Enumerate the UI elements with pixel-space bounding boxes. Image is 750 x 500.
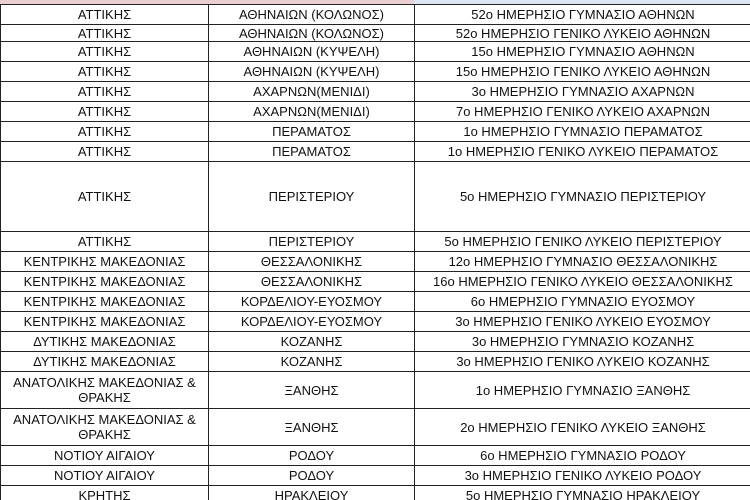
municipality-cell[interactable]: ΠΕΡΑΜΑΤΟΣ [209, 142, 415, 162]
region-cell[interactable]: ΝΟΤΙΟΥ ΑΙΓΑΙΟΥ [1, 446, 209, 466]
municipality-cell[interactable]: ΑΘΗΝΑΙΩΝ (ΚΥΨΕΛΗ) [209, 42, 415, 62]
municipality-cell[interactable]: ΚΟΡΔΕΛΙΟΥ-ΕΥΟΣΜΟΥ [209, 292, 415, 312]
table-row [1, 409, 750, 446]
municipality-cell[interactable]: ΚΟΖΑΝΗΣ [209, 332, 415, 352]
table-row [1, 82, 750, 102]
region-cell[interactable]: ΑΤΤΙΚΗΣ [1, 102, 209, 122]
region-cell[interactable]: ΚΡΗΤΗΣ [1, 486, 209, 500]
school-cell[interactable]: 3ο ΗΜΕΡΗΣΙΟ ΓΕΝΙΚΟ ΛΥΚΕΙΟ ΡΟΔΟΥ [415, 466, 750, 486]
table-row [1, 466, 750, 486]
region-cell[interactable]: ΝΟΤΙΟΥ ΑΙΓΑΙΟΥ [1, 466, 209, 486]
table-row [1, 25, 750, 42]
table-row [1, 62, 750, 82]
school-cell[interactable]: 1ο ΗΜΕΡΗΣΙΟ ΓΥΜΝΑΣΙΟ ΞΑΝΘΗΣ [415, 372, 750, 409]
municipality-cell[interactable]: ΡΟΔΟΥ [209, 466, 415, 486]
municipality-cell[interactable]: ΚΟΖΑΝΗΣ [209, 352, 415, 372]
table-row [1, 5, 750, 25]
table-row [1, 102, 750, 122]
table-row [1, 142, 750, 162]
municipality-cell[interactable]: ΠΕΡΑΜΑΤΟΣ [209, 122, 415, 142]
table-row [1, 272, 750, 292]
region-cell[interactable]: ΑΤΤΙΚΗΣ [1, 142, 209, 162]
school-cell[interactable]: 1ο ΗΜΕΡΗΣΙΟ ΓΥΜΝΑΣΙΟ ΠΕΡΑΜΑΤΟΣ [415, 122, 750, 142]
school-cell[interactable]: 5ο ΗΜΕΡΗΣΙΟ ΓΥΜΝΑΣΙΟ ΠΕΡΙΣΤΕΡΙΟΥ [415, 162, 750, 232]
table-row [1, 312, 750, 332]
municipality-cell[interactable]: ΑΘΗΝΑΙΩΝ (ΚΟΛΩΝΟΣ) [209, 5, 415, 25]
region-cell[interactable]: ΑΤΤΙΚΗΣ [1, 62, 209, 82]
municipality-cell[interactable]: ΡΟΔΟΥ [209, 446, 415, 466]
region-cell[interactable]: ΚΕΝΤΡΙΚΗΣ ΜΑΚΕΔΟΝΙΑΣ [1, 252, 209, 272]
school-cell[interactable]: 52ο ΗΜΕΡΗΣΙΟ ΓΥΜΝΑΣΙΟ ΑΘΗΝΩΝ [415, 5, 750, 25]
school-cell[interactable]: 16ο ΗΜΕΡΗΣΙΟ ΓΕΝΙΚΟ ΛΥΚΕΙΟ ΘΕΣΣΑΛΟΝΙΚΗΣ [415, 272, 750, 292]
table-row [1, 446, 750, 466]
table-row [1, 352, 750, 372]
school-cell[interactable]: 3ο ΗΜΕΡΗΣΙΟ ΓΥΜΝΑΣΙΟ ΑΧΑΡΝΩΝ [415, 82, 750, 102]
region-cell[interactable]: ΑΤΤΙΚΗΣ [1, 5, 209, 25]
municipality-cell[interactable]: ΞΑΝΘΗΣ [209, 409, 415, 446]
school-cell[interactable]: 2ο ΗΜΕΡΗΣΙΟ ΓΕΝΙΚΟ ΛΥΚΕΙΟ ΞΑΝΘΗΣ [415, 409, 750, 446]
region-cell[interactable]: ΑΤΤΙΚΗΣ [1, 122, 209, 142]
table-row [1, 372, 750, 409]
region-cell[interactable]: ΚΕΝΤΡΙΚΗΣ ΜΑΚΕΔΟΝΙΑΣ [1, 292, 209, 312]
school-cell[interactable]: 6ο ΗΜΕΡΗΣΙΟ ΓΥΜΝΑΣΙΟ ΡΟΔΟΥ [415, 446, 750, 466]
municipality-cell[interactable]: ΑΧΑΡΝΩΝ(ΜΕΝΙΔΙ) [209, 102, 415, 122]
school-cell[interactable]: 12ο ΗΜΕΡΗΣΙΟ ΓΥΜΝΑΣΙΟ ΘΕΣΣΑΛΟΝΙΚΗΣ [415, 252, 750, 272]
table-row [1, 162, 750, 232]
table-row [1, 292, 750, 312]
region-cell[interactable]: ΚΕΝΤΡΙΚΗΣ ΜΑΚΕΔΟΝΙΑΣ [1, 312, 209, 332]
region-cell[interactable]: ΑΤΤΙΚΗΣ [1, 232, 209, 252]
region-cell[interactable]: ΔΥΤΙΚΗΣ ΜΑΚΕΔΟΝΙΑΣ [1, 332, 209, 352]
school-cell[interactable]: 1ο ΗΜΕΡΗΣΙΟ ΓΕΝΙΚΟ ΛΥΚΕΙΟ ΠΕΡΑΜΑΤΟΣ [415, 142, 750, 162]
school-cell[interactable]: 6ο ΗΜΕΡΗΣΙΟ ΓΥΜΝΑΣΙΟ ΕΥΟΣΜΟΥ [415, 292, 750, 312]
school-cell[interactable]: 3ο ΗΜΕΡΗΣΙΟ ΓΕΝΙΚΟ ΛΥΚΕΙΟ ΕΥΟΣΜΟΥ [415, 312, 750, 332]
region-cell[interactable]: ΔΥΤΙΚΗΣ ΜΑΚΕΔΟΝΙΑΣ [1, 352, 209, 372]
schools-table [0, 4, 750, 500]
school-cell[interactable]: 15ο ΗΜΕΡΗΣΙΟ ΓΥΜΝΑΣΙΟ ΑΘΗΝΩΝ [415, 42, 750, 62]
school-cell[interactable]: 52ο ΗΜΕΡΗΣΙΟ ΓΕΝΙΚΟ ΛΥΚΕΙΟ ΑΘΗΝΩΝ [415, 25, 750, 42]
municipality-cell[interactable]: ΑΘΗΝΑΙΩΝ (ΚΟΛΩΝΟΣ) [209, 25, 415, 42]
municipality-cell[interactable]: ΘΕΣΣΑΛΟΝΙΚΗΣ [209, 252, 415, 272]
region-cell[interactable]: ΚΕΝΤΡΙΚΗΣ ΜΑΚΕΔΟΝΙΑΣ [1, 272, 209, 292]
region-cell[interactable]: ΑΤΤΙΚΗΣ [1, 42, 209, 62]
municipality-cell[interactable]: ΑΘΗΝΑΙΩΝ (ΚΥΨΕΛΗ) [209, 62, 415, 82]
municipality-cell[interactable]: ΞΑΝΘΗΣ [209, 372, 415, 409]
school-cell[interactable]: 15ο ΗΜΕΡΗΣΙΟ ΓΕΝΙΚΟ ΛΥΚΕΙΟ ΑΘΗΝΩΝ [415, 62, 750, 82]
municipality-cell[interactable]: ΑΧΑΡΝΩΝ(ΜΕΝΙΔΙ) [209, 82, 415, 102]
municipality-cell[interactable]: ΗΡΑΚΛΕΙΟΥ [209, 486, 415, 500]
table-row [1, 252, 750, 272]
table-row [1, 232, 750, 252]
school-cell[interactable]: 5ο ΗΜΕΡΗΣΙΟ ΓΥΜΝΑΣΙΟ ΗΡΑΚΛΕΙΟΥ [415, 486, 750, 500]
school-cell[interactable]: 3ο ΗΜΕΡΗΣΙΟ ΓΥΜΝΑΣΙΟ ΚΟΖΑΝΗΣ [415, 332, 750, 352]
table-row [1, 486, 750, 500]
table-row [1, 42, 750, 62]
municipality-cell[interactable]: ΠΕΡΙΣΤΕΡΙΟΥ [209, 162, 415, 232]
school-cell[interactable]: 3ο ΗΜΕΡΗΣΙΟ ΓΕΝΙΚΟ ΛΥΚΕΙΟ ΚΟΖΑΝΗΣ [415, 352, 750, 372]
table-row [1, 332, 750, 352]
region-cell[interactable]: ΑΝΑΤΟΛΙΚΗΣ ΜΑΚΕΔΟΝΙΑΣ & ΘΡΑΚΗΣ [1, 409, 209, 446]
municipality-cell[interactable]: ΠΕΡΙΣΤΕΡΙΟΥ [209, 232, 415, 252]
table-row [1, 122, 750, 142]
region-cell[interactable]: ΑΤΤΙΚΗΣ [1, 162, 209, 232]
municipality-cell[interactable]: ΚΟΡΔΕΛΙΟΥ-ΕΥΟΣΜΟΥ [209, 312, 415, 332]
region-cell[interactable]: ΑΤΤΙΚΗΣ [1, 25, 209, 42]
school-cell[interactable]: 5ο ΗΜΕΡΗΣΙΟ ΓΕΝΙΚΟ ΛΥΚΕΙΟ ΠΕΡΙΣΤΕΡΙΟΥ [415, 232, 750, 252]
school-cell[interactable]: 7ο ΗΜΕΡΗΣΙΟ ΓΕΝΙΚΟ ΛΥΚΕΙΟ ΑΧΑΡΝΩΝ [415, 102, 750, 122]
region-cell[interactable]: ΑΝΑΤΟΛΙΚΗΣ ΜΑΚΕΔΟΝΙΑΣ & ΘΡΑΚΗΣ [1, 372, 209, 409]
municipality-cell[interactable]: ΘΕΣΣΑΛΟΝΙΚΗΣ [209, 272, 415, 292]
region-cell[interactable]: ΑΤΤΙΚΗΣ [1, 82, 209, 102]
